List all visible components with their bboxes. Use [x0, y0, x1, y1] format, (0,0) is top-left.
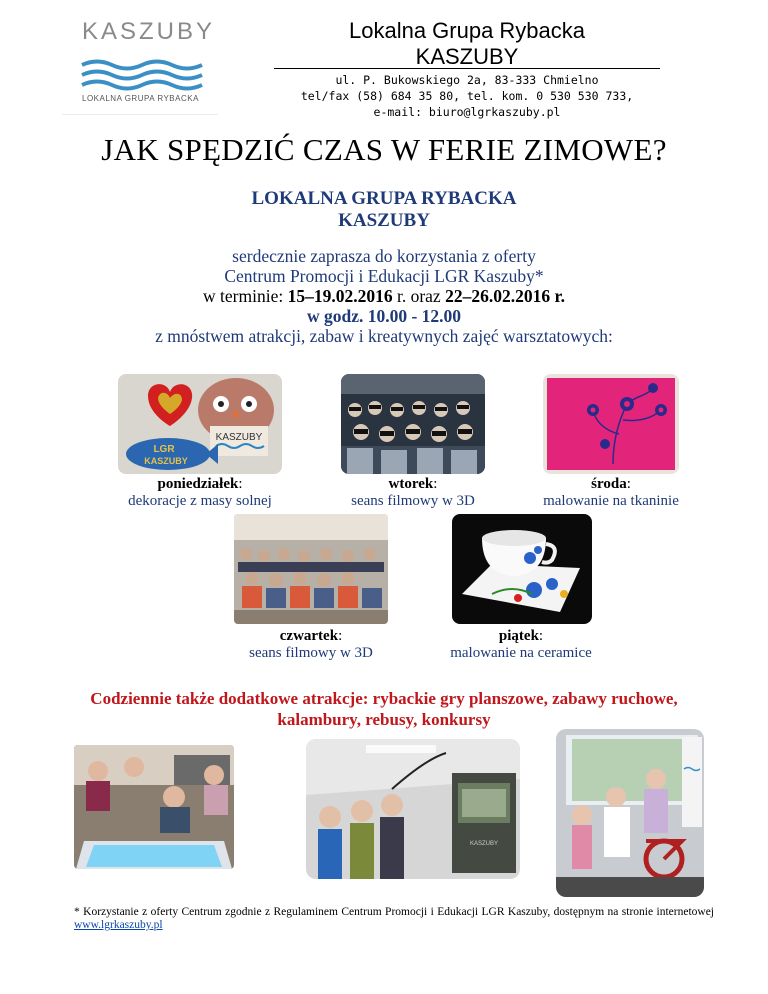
org-title — [274, 18, 660, 70]
invitation-text — [0, 246, 768, 346]
activity-thursday: seans filmowy w 3D — [249, 645, 373, 661]
caption-monday: poniedziałek: dekoracje z masy solnej — [110, 476, 290, 510]
footnote — [74, 906, 714, 932]
dates-prefix: w terminie: — [203, 286, 288, 306]
logo — [62, 8, 218, 115]
org-line1: Lokalna Grupa Rybacka — [348, 18, 586, 43]
kiosk-label: KASZUBY — [469, 841, 499, 847]
dates-second: 22–26.02.2016 r. — [445, 286, 565, 306]
hours: w godz. 10.00 - 12.00 — [306, 306, 462, 326]
caption-thursday: czwartek: seans filmowy w 3D — [221, 628, 401, 662]
header-rule — [274, 68, 660, 69]
day-wednesday: środa — [591, 476, 627, 492]
fish-label-top: LGR — [153, 444, 175, 455]
invite-line1: serdecznie zaprasza do korzystania z oferty — [232, 246, 536, 266]
invite-line5: z mnóstwem atrakcji, zabaw i kreatywnych zajęć warsztatowych: — [155, 326, 613, 346]
touch-table-photo — [74, 745, 234, 869]
activity-wednesday: malowanie na tkaninie — [543, 493, 679, 509]
dates-first: 15–19.02.2016 — [287, 286, 393, 306]
caption-tuesday: wtorek: seans filmowy w 3D — [323, 476, 503, 510]
dates-mid: r. oraz — [392, 286, 446, 306]
logo-wordmark: KASZUBY — [82, 18, 216, 45]
day-tuesday: wtorek — [388, 476, 434, 492]
footnote-text: * Korzystanie z oferty Centrum zgodnie z Regulaminem Centrum Promocji i Edukacji LGR Kaszuby, dostępnym na stronie internetowej — [74, 906, 714, 918]
day-friday: piątek — [498, 628, 539, 644]
activity-friday: malowanie na ceramice — [450, 645, 592, 661]
address: ul. P. Bukowskiego 2a, 83-333 Chmielno — [335, 73, 599, 87]
org-line2: KASZUBY — [415, 44, 519, 69]
bike-simulator-photo — [556, 729, 704, 897]
caption-wednesday: środa: malowanie na tkaninie — [521, 476, 701, 510]
classroom-3d-photo — [234, 514, 388, 624]
invite-hours — [0, 306, 768, 326]
extra-line1: Codziennie także dodatkowe atrakcje: rybackie gry planszowe, zabawy ruchowe, — [90, 689, 678, 708]
salt-dough-photo — [118, 374, 282, 474]
ceramics-photo — [452, 514, 592, 624]
invite-dates — [0, 286, 768, 306]
activity-monday: dekoracje z masy solnej — [128, 493, 272, 509]
org-contact — [274, 72, 660, 120]
extra-attractions — [40, 688, 728, 730]
day-monday: poniedziałek — [157, 476, 239, 492]
owl-label: KASZUBY — [215, 432, 263, 443]
day-thursday: czwartek — [279, 628, 339, 644]
fabric-painting-photo — [543, 374, 679, 474]
fish-label-bottom: KASZUBY — [144, 456, 188, 466]
main-title: JAK SPĘDZIĆ CZAS W FERIE ZIMOWE? — [101, 132, 667, 167]
org-name-heading — [0, 188, 768, 232]
waves-icon — [80, 58, 204, 92]
org-name-line1: LOKALNA GRUPA RYBACKA — [251, 188, 517, 209]
cinema-3d-photo — [341, 374, 485, 474]
email: e-mail: biuro@lgrkaszuby.pl — [373, 105, 561, 119]
phone: tel/fax (58) 684 35 80, tel. kom. 0 530 530 733, — [300, 89, 634, 103]
fishing-simulator-photo — [306, 739, 520, 879]
invite-line2: Centrum Promocji i Edukacji LGR Kaszuby* — [224, 266, 544, 286]
extra-line2: kalambury, rebusy, konkursy — [277, 710, 491, 729]
caption-friday: piątek: malowanie na ceramice — [431, 628, 611, 662]
activity-tuesday: seans filmowy w 3D — [351, 493, 475, 509]
org-name-line2: KASZUBY — [338, 210, 430, 231]
website-link[interactable]: www.lgrkaszuby.pl — [74, 919, 163, 931]
logo-subtitle: LOKALNA GRUPA RYBACKA — [82, 94, 199, 103]
